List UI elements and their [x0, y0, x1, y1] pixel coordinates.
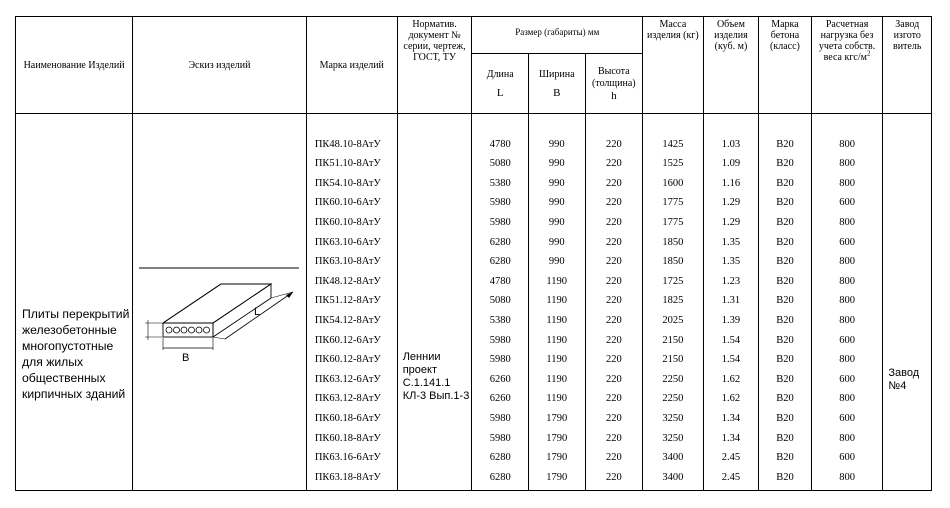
- mark-cell: ПК54.12-8АтУ: [314, 315, 381, 326]
- width-cell: 1190: [546, 354, 568, 366]
- mass-cell: 3400: [662, 471, 684, 483]
- width-cell: 1790: [546, 471, 568, 483]
- mark-cell: ПК63.12-6АтУ: [314, 373, 381, 385]
- mark-cell: ПК60.10-8АтУ: [314, 217, 381, 229]
- volume-cell: 2.45: [721, 452, 741, 464]
- slab-sketch: [133, 114, 305, 491]
- load-cell: 800: [839, 315, 855, 326]
- mark-cell: ПК48.10-8АтУ: [314, 138, 381, 150]
- mark-cell: ПК54.10-8АтУ: [314, 177, 381, 189]
- load-cell: 800: [839, 158, 855, 170]
- header-load: [811, 17, 883, 114]
- volume-cell: 2.45: [721, 471, 741, 483]
- mass-cell: 1600: [662, 177, 684, 189]
- load-cell: 800: [839, 432, 855, 444]
- slab-spec-table: [15, 16, 932, 491]
- mark-cell: ПК48.12-8АтУ: [314, 275, 381, 287]
- sketch-cell: [133, 114, 307, 491]
- height-column: [585, 114, 643, 491]
- length-cell: 6280: [489, 236, 511, 248]
- height-cell: 220: [605, 138, 622, 150]
- height-cell: 220: [605, 393, 622, 405]
- length-cell: 5080: [489, 158, 511, 170]
- load-cell: 600: [839, 236, 855, 248]
- header-load-text: Расчетная нагрузка без учета собств. веса кгс/м: [818, 19, 876, 63]
- concrete-cell: В20: [776, 334, 794, 346]
- mass-cell: 3400: [662, 452, 684, 464]
- width-cell: 1790: [546, 432, 568, 444]
- load-cell: 800: [839, 471, 855, 483]
- mark-cell: ПК51.12-8АтУ: [314, 295, 381, 307]
- volume-cell: 1.29: [721, 197, 741, 209]
- volume-column: [703, 114, 759, 491]
- volume-cell: 1.35: [721, 236, 741, 248]
- header-load-sup: 2: [866, 49, 871, 58]
- width-cell: 990: [548, 236, 565, 248]
- mass-cell: 2150: [662, 334, 684, 346]
- height-cell: 220: [605, 236, 622, 248]
- concrete-cell: В20: [776, 354, 794, 366]
- mass-cell: 2025: [662, 315, 684, 326]
- load-cell: 800: [839, 177, 855, 189]
- header-width-label: Ширина: [538, 68, 575, 80]
- header-doc: Норматив. документ № серии, чертеж, ГОСТ, ТУ: [397, 17, 472, 114]
- height-cell: 220: [605, 354, 622, 366]
- height-cell: 220: [605, 197, 622, 209]
- product-name: Плиты перекрытий железобетонные многопустотные для жилых общественных кирпичных зданий: [16, 114, 133, 491]
- volume-cell: 1.16: [721, 177, 741, 189]
- plant: Завод №4: [883, 114, 932, 491]
- length-cell: 6260: [489, 373, 511, 385]
- concrete-cell: В20: [776, 275, 794, 287]
- length-cell: 5980: [489, 334, 511, 346]
- width-cell: 1790: [546, 452, 568, 464]
- mass-column: [643, 114, 704, 491]
- concrete-cell: В20: [776, 256, 794, 268]
- volume-cell: 1.34: [721, 432, 741, 444]
- volume-cell: 1.09: [721, 158, 741, 170]
- header-row-top: [16, 17, 932, 54]
- header-plant: Завод изгото витель: [883, 17, 932, 114]
- concrete-cell: В20: [776, 236, 794, 248]
- mark-cell: ПК63.18-8АтУ: [314, 471, 381, 483]
- header-height-label: Высота (толщина): [592, 65, 636, 89]
- mark-cell: ПК63.10-6АтУ: [314, 236, 381, 248]
- height-cell: 220: [605, 217, 622, 229]
- height-cell: 220: [605, 412, 622, 424]
- header-mark: Марка изделий: [306, 17, 397, 114]
- volume-cell: 1.31: [721, 295, 741, 307]
- mass-cell: 2250: [662, 373, 684, 385]
- mark-cell: ПК63.16-6АтУ: [314, 452, 381, 464]
- length-cell: 5980: [489, 197, 511, 209]
- height-cell: 220: [605, 158, 622, 170]
- width-cell: 1190: [546, 275, 568, 287]
- mark-cell: ПК51.10-8АтУ: [314, 158, 381, 170]
- load-cell: 600: [839, 412, 855, 424]
- length-cell: 5980: [489, 412, 511, 424]
- concrete-cell: В20: [776, 217, 794, 229]
- mass-cell: 3250: [662, 412, 684, 424]
- normative-document: Леннии проект С.1.141.1 КЛ-3 Вып.1-3: [397, 114, 472, 491]
- length-cell: 6260: [489, 393, 511, 405]
- width-cell: 990: [548, 217, 565, 229]
- mark-cell: ПК60.18-8АтУ: [314, 432, 381, 444]
- volume-cell: 1.62: [721, 393, 741, 405]
- length-cell: 4780: [489, 275, 511, 287]
- length-cell: 5380: [489, 177, 511, 189]
- mark-cell: ПК60.10-6АтУ: [314, 197, 381, 209]
- height-cell: 220: [605, 256, 622, 268]
- mass-cell: 3250: [662, 432, 684, 444]
- height-cell: 220: [605, 452, 622, 464]
- load-cell: 800: [839, 393, 855, 405]
- header-length-letter: L: [496, 86, 504, 99]
- height-cell: 220: [605, 334, 622, 346]
- volume-cell: 1.35: [721, 256, 741, 268]
- concrete-cell: В20: [776, 295, 794, 307]
- length-cell: 4780: [489, 138, 511, 150]
- header-mass: Масса изделия (кг): [643, 17, 704, 114]
- length-column: [472, 114, 529, 491]
- header-length-label: Длина: [486, 68, 514, 80]
- load-cell: 800: [839, 138, 855, 150]
- width-cell: 1190: [546, 393, 568, 405]
- concrete-cell: В20: [776, 452, 794, 464]
- width-column: [528, 114, 585, 491]
- header-height: [585, 54, 643, 114]
- load-cell: 600: [839, 334, 855, 346]
- mark-cell: ПК63.12-8АтУ: [314, 393, 381, 405]
- height-cell: 220: [605, 295, 622, 307]
- concrete-cell: В20: [776, 158, 794, 170]
- volume-cell: 1.29: [721, 217, 741, 229]
- header-size-group: Размер (габариты) мм: [472, 17, 643, 54]
- width-cell: 1190: [546, 315, 568, 326]
- concrete-cell: В20: [776, 197, 794, 209]
- header-width: [528, 54, 585, 114]
- concrete-cell: В20: [776, 138, 794, 150]
- volume-cell: 1.23: [721, 275, 741, 287]
- volume-cell: 1.03: [721, 138, 741, 150]
- concrete-cell: В20: [776, 471, 794, 483]
- header-sketch: Эскиз изделий: [133, 17, 307, 114]
- concrete-cell: В20: [776, 393, 794, 405]
- header-width-letter: B: [553, 86, 561, 99]
- length-cell: 5380: [489, 315, 511, 326]
- mark-cell: ПК63.10-8АтУ: [314, 256, 381, 268]
- load-cell: 800: [839, 275, 855, 287]
- length-cell: 6280: [489, 471, 511, 483]
- width-cell: 990: [548, 158, 565, 170]
- mass-cell: 1775: [662, 217, 684, 229]
- width-cell: 990: [548, 197, 565, 209]
- concrete-cell: В20: [776, 412, 794, 424]
- width-cell: 990: [548, 256, 565, 268]
- load-column: [811, 114, 883, 491]
- body-row: [16, 114, 932, 491]
- mass-cell: 1725: [662, 275, 684, 287]
- load-cell: 800: [839, 295, 855, 307]
- header-height-letter: h: [611, 89, 617, 102]
- height-cell: 220: [605, 471, 622, 483]
- volume-cell: 1.34: [721, 412, 741, 424]
- concrete-column: [759, 114, 812, 491]
- volume-cell: 1.62: [721, 373, 741, 385]
- mark-cell: ПК60.18-6АтУ: [314, 412, 381, 424]
- concrete-cell: В20: [776, 177, 794, 189]
- volume-cell: 1.39: [721, 315, 741, 326]
- height-cell: 220: [605, 275, 622, 287]
- width-cell: 990: [548, 138, 565, 150]
- height-cell: 220: [605, 373, 622, 385]
- load-cell: 600: [839, 452, 855, 464]
- load-cell: 600: [839, 197, 855, 209]
- mass-cell: 1850: [662, 256, 684, 268]
- header-volume: Объем изделия (куб. м): [703, 17, 759, 114]
- width-cell: 1790: [546, 412, 568, 424]
- length-cell: 5080: [489, 295, 511, 307]
- mass-cell: 1525: [662, 158, 684, 170]
- mass-cell: 2250: [662, 393, 684, 405]
- height-cell: 220: [605, 315, 622, 326]
- width-cell: 1190: [546, 334, 568, 346]
- header-name: Наименование Изделий: [16, 17, 133, 114]
- concrete-cell: В20: [776, 315, 794, 326]
- mass-cell: 1425: [662, 138, 684, 150]
- length-cell: 6280: [489, 256, 511, 268]
- header-concrete: Марка бетона (класс): [759, 17, 812, 114]
- marks-column: [306, 114, 397, 491]
- length-cell: 5980: [489, 432, 511, 444]
- load-cell: 600: [839, 373, 855, 385]
- length-cell: 6280: [489, 452, 511, 464]
- mark-cell: ПК60.12-6АтУ: [314, 334, 381, 346]
- height-cell: 220: [605, 177, 622, 189]
- mass-cell: 1825: [662, 295, 684, 307]
- length-cell: 5980: [489, 354, 511, 366]
- mass-cell: 1775: [662, 197, 684, 209]
- sketch-width-label: B: [182, 352, 190, 364]
- volume-cell: 1.54: [721, 354, 741, 366]
- width-cell: 990: [548, 177, 565, 189]
- length-cell: 5980: [489, 217, 511, 229]
- load-cell: 800: [839, 256, 855, 268]
- mark-cell: ПК60.12-8АтУ: [314, 354, 381, 366]
- height-cell: 220: [605, 432, 622, 444]
- sketch-length-label: L: [254, 306, 261, 318]
- mass-cell: 2150: [662, 354, 684, 366]
- mass-cell: 1850: [662, 236, 684, 248]
- load-cell: 800: [839, 354, 855, 366]
- width-cell: 1190: [546, 373, 568, 385]
- load-cell: 800: [839, 217, 855, 229]
- volume-cell: 1.54: [721, 334, 741, 346]
- header-length: [472, 54, 529, 114]
- concrete-cell: В20: [776, 373, 794, 385]
- width-cell: 1190: [546, 295, 568, 307]
- concrete-cell: В20: [776, 432, 794, 444]
